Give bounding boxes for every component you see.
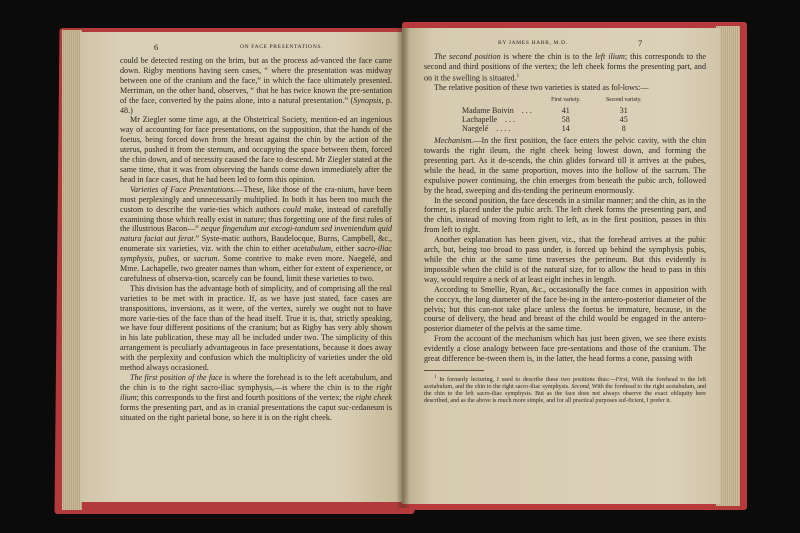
text-run: make, instead of carefully examining those which really exist in nature; thus forgetting one of the first rules of the illustrious Bacon—“ [120,204,392,234]
text-run: Another explanation has been given, viz., that the forehead arrives at the pubic arch, but, being too broad to pass under, is forced up behind the symphysis pubis, while the chin at the same time traverses the perineum. But this evidently is impossible when the child is of the natural size, for to allow the head to pass in this way, would require a neck of at least eight inches in length. [424,235,706,284]
paragraph [424,285,706,335]
author-name: Lachapelle [462,114,498,124]
text-run: In the second position, the face descends in a similar manner; and the chin, as in the former, is placed under the pubic arch. The left cheek forms the presenting part, and the chin, instead of moving from right to left, as in the first position, passes in this from left to right. [424,195,706,235]
text-run: , either [331,244,358,254]
text-run: , p. 48.) [120,95,392,115]
text-run: , With the forehead to the right acetabulum, and the chin to the left sacro-iliac symphysis. But as the face does not always observe the exact obliquity here described, and as the above is much more simple, and for all practical purposes suf-ficient, I prefer it. [424,384,706,405]
text-run: neque fingendum aut excogi-tandum sed inveniendum quid natura faciat aut ferat. [120,224,393,244]
text-run: acetabulum [293,244,332,254]
paragraph [424,334,706,364]
table-row [462,106,658,115]
text-run: forms the presenting part, and as in cranial presentations the caput suc-cedaneum is situated on the right parietal bone, so here it is on the right cheek. [120,402,392,422]
text-run: —These, like those of the cra-nium, have been most perplexingly and unnecessarily multiplied. In both it has been too much the custom to describe the varie-ties which authors [120,184,392,214]
page-number: 6 [154,42,159,52]
paragraph [424,235,706,285]
first-variety-value: 58 [561,114,570,124]
text-run: is where the forehead is to the left acetabulum, and the chin is to the right sacro-iliac symphysis,—is where the chin is to the [120,373,392,392]
author-name: Naegelé [462,123,489,133]
footnote [424,374,706,405]
table-row [462,124,658,133]
text-run: could [283,204,301,214]
text-run: Second [571,384,589,391]
paragraph [424,136,706,195]
text-run: right ilium [120,382,392,402]
paragraph [120,185,392,284]
row-label [462,124,542,133]
leader-dots: . . . [505,114,516,124]
text-run: In formerly lecturing, I used to describe these two positions thus:— [436,377,616,383]
text-run: The second position [434,52,501,61]
text-run: could be detected resting on the brim, but as the process ad-vanced the face came down. Rigby mentions having seen cases, “ where the presentation was midway between one of the cranium and the face,” in which the face ultimately presented. Merriman, on the other hand, observes, “ that he has twice known the pre-sentation of the face, converted by the pains alone, into a natural presentation.” ( [120,56,392,105]
book-gutter [396,28,410,508]
text-run: right cheek [355,392,392,402]
text-run: is where the chin is to the [500,52,595,61]
text-run: or [179,254,194,264]
text-run: 1 [516,73,520,79]
body-text [120,56,392,423]
paragraph [120,115,392,184]
text-run: Some contrive to make even more. Naegelé, and Mme. Lachapelle, two greater names than whom, either for extent of experience, or carefulness of observa-tion, scarcely can be found, limit these varieties to two. [120,254,392,283]
paragraph [120,56,392,115]
page-number: 7 [638,38,643,48]
text-run: ” Syste-matic authors, Baudelocque, Burns, Campbell, &c., enumerate six varieties, viz. with the chin to either [120,234,392,254]
paragraph [424,83,706,93]
page-edges-left [62,30,82,510]
text-run: Synopsis [353,95,382,105]
footnote-rule [424,370,484,371]
text-run: —In the first position, the face enters the pelvic cavity, with the chin towards the right ileum, the right cheek being lowest down, and forming the presenting part. As it de-scends, the chin glides forward till it arrives at the pubes, while the head, in the same proportion, moves into the hollow of the sacrum. The expulsive power continuing, the chin emerges from beneath the pubic arch, followed by the head, sweeping and dis-tending the perineum enormously. [424,136,706,195]
paragraph [424,52,706,83]
text-run: , With the forehead to the left acetabulum, and the chin to the right sacro-iliac symphysis. [424,377,706,391]
text-run: ; this corresponds to the second and third positions of the vertex; the left cheek forms the presenting part, and on it the swelling is situated. [424,52,707,83]
text-run: The first position of the face [130,373,223,382]
text-run: Mr Ziegler some time ago, at the Obstetrical Society, mention-ed an ingenious way of accounting for face presentations, on the supposition, that the hands of the foetus, being forced down from the breast against the chin by the action of the uterus, pushed it from the sternum, and occupying the space between them, forced the chin down, and of necessity caused the face to descend. Mr Ziegler stated at the same time, that it was from observing the hands come down immediately after the head in face cases, that he had been led to form this opinion. [120,115,392,184]
text-run: Varieties of Face Presentations. [130,184,236,194]
second-variety-value: 31 [619,105,628,115]
running-head: BY JAMES HARR, M.D. [498,40,568,46]
table-header: First variety. [551,97,581,104]
left-page [80,32,405,502]
second-variety-value: 8 [621,123,626,133]
first-variety-value: 14 [561,123,570,133]
first-variety-value: 41 [561,105,570,115]
variety-table [462,96,658,133]
row-label [462,115,542,124]
text-run: ; this corresponds to the first and fourth positions of the vertex; the [136,392,356,402]
paragraph [120,373,392,423]
text-run: Mechanism. [434,136,474,146]
paragraph [120,284,392,373]
text-run: According to Smellie, Ryan, &c., occasionally the face comes in apposition with the coccyx, the long diameter of the face be-ing in the antero-posterior diameter of the pelvis; but this can-not take place unless the foetus be immature, because, in the course of delivery, the head and breast of the child would be engaged in the antero-posterior diameter of the pelvis at the same time. [424,284,706,334]
text-run: sacrum. [193,254,220,264]
author-name: Madame Boivin [462,105,514,115]
text-run: From the account of the mechanism which has just been given, we see there exists evidently a close analogy between face pre-sentations and those of the cranium. The great difference be-tween them is, in the latter, the head forms a cone, passing with [424,334,706,364]
text-run: 1 [434,374,437,380]
body-text [424,52,706,405]
right-page [402,28,720,504]
paragraph [424,196,706,236]
text-run: First [615,377,628,383]
text-run: left ilium [594,52,625,61]
table-header [462,96,542,105]
running-head: ON FACE PRESENTATIONS. [240,44,324,50]
leader-dots: . . . . [496,123,511,133]
leader-dots: . . . [521,105,532,115]
table-header: Second variety. [605,97,642,104]
second-variety-value: 45 [619,114,628,124]
text-run: This division has the advantage both of simplicity, and of comprising all the real varieties to be met with in practice. If, as we have just stated, face cases are transpositions, inversions, as it were, of the vertex, surely we ought not to have more varie-ties of the face than of the head itself. True it is, that, strictly speaking, we have four different positions of the cranium; but as Rigby has very ably shown in his late publication, these may all be included under two. The simplicity of this arrangement is peculiarly advantageous in face presentations, because it does away with the perplexity and confusion which the multiplicity of varieties under the old method always occasioned. [120,283,392,373]
row-label [462,106,542,115]
text-run: The relative position of these two varieties is stated as fol-lows:— [434,83,649,93]
table-row [462,115,658,124]
text-run: sacro-iliac symphysis, pubes, [120,244,392,264]
